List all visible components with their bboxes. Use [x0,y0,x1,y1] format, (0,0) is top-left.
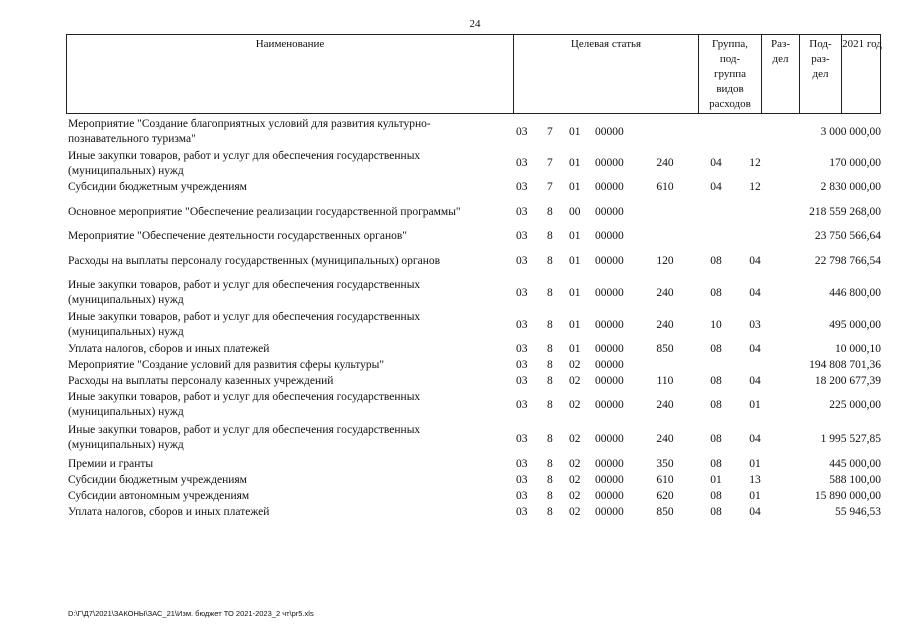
row-code-2: 8 [547,206,553,218]
row-group: 240 [656,287,674,299]
row-subsection: 04 [749,343,761,355]
row-amount: 2 830 000,00 [820,181,881,193]
row-group: 240 [656,157,674,169]
row-subsection: 01 [749,458,761,470]
row-code-4: 00000 [595,375,624,387]
row-code-1: 03 [516,375,528,387]
row-amount: 446 800,00 [829,287,881,299]
row-section: 08 [710,458,722,470]
row-subsection: 04 [749,506,761,518]
row-name: Мероприятие "Создание благоприятных условий для развития культурно-познавательного туризма" [68,118,431,145]
row-section: 08 [710,287,722,299]
row-amount: 495 000,00 [829,319,881,331]
row-code-2: 7 [547,157,553,169]
row-section: 10 [710,319,722,331]
row-code-3: 02 [569,399,581,411]
row-amount: 225 000,00 [829,399,881,411]
header-target: Целевая статья [513,35,698,113]
row-code-3: 02 [569,506,581,518]
row-code-3: 02 [569,375,581,387]
row-amount: 18 200 677,39 [814,375,881,387]
row-group: 110 [656,375,674,387]
row-code-2: 8 [547,255,553,267]
header-year: 2021 год [841,35,882,113]
row-name: Мероприятие "Обеспечение деятельности государственных органов" [68,230,407,242]
row-code-3: 01 [569,126,581,138]
row-name: Иные закупки товаров, работ и услуг для обеспечения государственных (муниципальных) нужд [68,279,421,306]
row-group: 610 [656,181,674,193]
page-number: 24 [469,18,481,30]
row-subsection: 12 [749,181,761,193]
header-section [761,35,799,113]
header-group [698,35,761,113]
row-code-2: 8 [547,490,553,502]
row-code-4: 00000 [595,319,624,331]
header-subsection-line: Под- [809,38,832,50]
row-code-3: 01 [569,287,581,299]
row-name: Субсидии бюджетным учреждениям [68,181,247,193]
row-code-3: 01 [569,230,581,242]
header-section-line: дел [772,53,789,65]
row-code-3: 02 [569,359,581,371]
row-code-4: 00000 [595,206,624,218]
row-name: Иные закупки товаров, работ и услуг для обеспечения государственных (муниципальных) нужд [68,391,421,418]
row-group: 240 [656,399,674,411]
row-amount: 194 808 701,36 [809,359,881,371]
row-code-1: 03 [516,474,528,486]
row-code-3: 01 [569,181,581,193]
row-code-3: 01 [569,319,581,331]
row-name: Иные закупки товаров, работ и услуг для обеспечения государственных (муниципальных) нужд [68,311,421,338]
row-amount: 1 995 527,85 [820,433,881,445]
row-code-1: 03 [516,506,528,518]
row-amount: 445 000,00 [829,458,881,470]
row-code-1: 03 [516,319,528,331]
row-amount: 218 559 268,00 [809,206,881,218]
header-subsection-line: раз- [811,53,830,65]
row-amount: 3 000 000,00 [820,126,881,138]
row-code-4: 00000 [595,359,624,371]
row-section: 08 [710,490,722,502]
row-code-4: 00000 [595,343,624,355]
row-code-2: 8 [547,287,553,299]
row-code-2: 8 [547,474,553,486]
row-subsection: 13 [749,474,761,486]
row-code-3: 01 [569,343,581,355]
row-code-2: 8 [547,506,553,518]
row-section: 04 [710,157,722,169]
table-header [66,34,881,114]
row-code-4: 00000 [595,255,624,267]
row-name: Мероприятие "Создание условий для развития сферы культуры" [68,359,385,371]
row-group: 850 [656,506,674,518]
row-code-4: 00000 [595,506,624,518]
row-code-2: 8 [547,319,553,331]
row-code-2: 8 [547,230,553,242]
row-code-3: 00 [569,206,581,218]
row-code-4: 00000 [595,126,624,138]
row-code-2: 8 [547,458,553,470]
file-path-footer: D:\Г\Д7\2021\ЗАКОНЫ\ЗАС_21\Изм. бюджет ТО 2021-2023_2 чт\pr5.xls [68,609,314,618]
row-name: Иные закупки товаров, работ и услуг для обеспечения государственных (муниципальных) нужд [68,424,421,451]
row-code-1: 03 [516,126,528,138]
row-group: 240 [656,433,674,445]
row-amount: 23 750 566,64 [814,230,881,242]
header-group-line: группа [713,68,747,80]
row-name: Иные закупки товаров, работ и услуг для обеспечения государственных (муниципальных) нужд [68,150,421,177]
row-code-2: 8 [547,375,553,387]
row-code-1: 03 [516,343,528,355]
row-code-4: 00000 [595,399,624,411]
row-code-1: 03 [516,230,528,242]
row-section: 08 [710,375,722,387]
row-code-3: 02 [569,474,581,486]
row-amount: 588 100,00 [829,474,881,486]
row-group: 240 [656,319,674,331]
row-code-2: 7 [547,126,553,138]
header-group-line: Группа, [712,38,748,50]
row-subsection: 04 [749,287,761,299]
row-amount: 22 798 766,54 [814,255,881,267]
row-code-3: 01 [569,255,581,267]
row-code-1: 03 [516,206,528,218]
row-code-3: 02 [569,433,581,445]
row-code-3: 02 [569,458,581,470]
row-group: 120 [656,255,674,267]
header-group-line: видов [716,83,744,95]
row-code-1: 03 [516,458,528,470]
row-section: 08 [710,399,722,411]
row-name: Субсидии бюджетным учреждениям [68,474,247,486]
row-code-2: 8 [547,433,553,445]
row-code-4: 00000 [595,181,624,193]
row-code-1: 03 [516,490,528,502]
header-subsection-line: дел [812,68,829,80]
row-group: 850 [656,343,674,355]
row-name: Субсидии автономным учреждениям [68,490,250,502]
row-name: Расходы на выплаты персоналу казенных учреждений [68,375,334,387]
row-section: 08 [710,433,722,445]
row-code-4: 00000 [595,230,624,242]
row-code-3: 02 [569,490,581,502]
row-subsection: 04 [749,433,761,445]
row-subsection: 01 [749,490,761,502]
header-group-line: под- [719,53,741,65]
row-code-1: 03 [516,181,528,193]
header-group-line: расходов [709,98,751,110]
row-subsection: 12 [749,157,761,169]
row-name: Основное мероприятие "Обеспечение реализации государственной программы" [68,206,461,218]
row-subsection: 04 [749,375,761,387]
row-code-1: 03 [516,157,528,169]
row-group: 610 [656,474,674,486]
row-name: Уплата налогов, сборов и иных платежей [68,343,270,355]
row-code-1: 03 [516,255,528,267]
row-name: Уплата налогов, сборов и иных платежей [68,506,270,518]
row-code-1: 03 [516,287,528,299]
row-code-4: 00000 [595,490,624,502]
row-code-2: 8 [547,399,553,411]
row-code-1: 03 [516,399,528,411]
row-section: 08 [710,343,722,355]
row-code-3: 01 [569,157,581,169]
row-code-1: 03 [516,359,528,371]
row-section: 01 [710,474,722,486]
row-amount: 15 890 000,00 [814,490,881,502]
row-section: 08 [710,255,722,267]
row-code-4: 00000 [595,287,624,299]
row-code-4: 00000 [595,433,624,445]
row-group: 620 [656,490,674,502]
row-code-4: 00000 [595,474,624,486]
row-amount: 170 000,00 [829,157,881,169]
row-name: Премии и гранты [68,458,154,470]
row-code-4: 00000 [595,458,624,470]
row-code-1: 03 [516,433,528,445]
row-subsection: 01 [749,399,761,411]
row-code-2: 8 [547,343,553,355]
row-subsection: 03 [749,319,761,331]
header-section-line: Раз- [770,38,790,50]
header-subsection [799,35,841,113]
row-code-4: 00000 [595,157,624,169]
header-name: Наименование [255,38,325,50]
row-code-2: 7 [547,181,553,193]
row-subsection: 04 [749,255,761,267]
row-group: 350 [656,458,674,470]
row-amount: 55 946,53 [835,506,881,518]
row-code-2: 8 [547,359,553,371]
row-name: Расходы на выплаты персоналу государственных (муниципальных) органов [68,255,441,267]
row-section: 04 [710,181,722,193]
row-section: 08 [710,506,722,518]
row-amount: 10 000,10 [835,343,881,355]
